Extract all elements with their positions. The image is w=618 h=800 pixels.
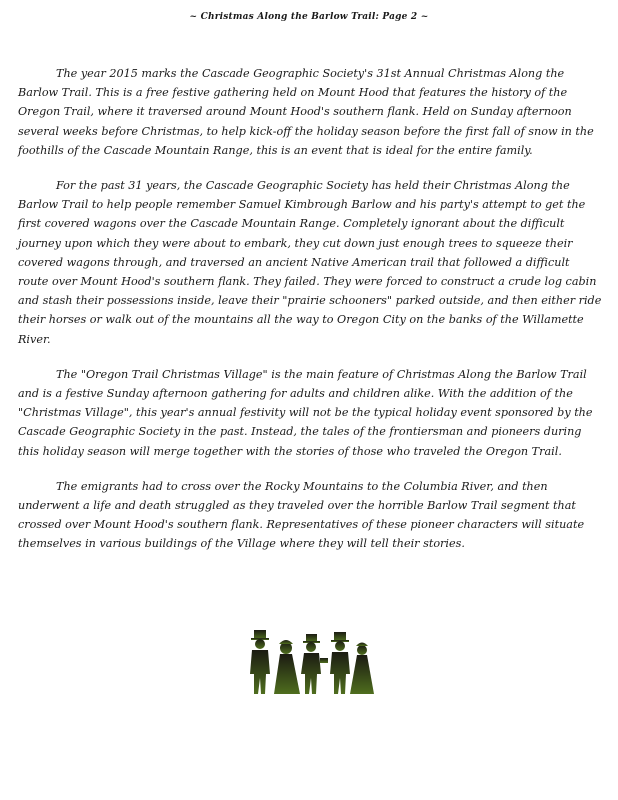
document-body bbox=[18, 64, 602, 570]
carolers-silhouette-icon bbox=[244, 628, 376, 698]
paragraph-village: The "Oregon Trail Christmas Village" is the main feature of Christmas Along the Barlow Trail and is a festive Sunday afternoon gathering for adults and children alike. With the addition of the "Christmas Village", this year's annual festivity will not be the typical holiday event sponsored by the Cascade Geographic Society in the past. Instead, the tales of the frontiersman and pioneers during this holiday season will merge together with the stories of those who traveled the Oregon Trail. bbox=[18, 367, 593, 458]
paragraph-intro: The year 2015 marks the Cascade Geographic Society's 31st Annual Christmas Along the Barlow Trail. This is a free festive gathering held on Mount Hood that features the history of the Oregon Trail, where it traversed around Mount Hood's southern flank. Held on Sunday afternoon several weeks before Christmas, to help kick-off the holiday season before the first fall of snow in the foothills of the Cascade Mountain Range, this is an event that is ideal for the entire family. bbox=[18, 67, 594, 157]
paragraph-history: For the past 31 years, the Cascade Geographic Society has held their Christmas Along the Barlow Trail to help people remember Samuel Kimbrough Barlow and his party's attempt to get the first covered wagons over the Cascade Mountain Range. Completely ignorant about the difficult journey upon which they were about to embark, they cut down just enough trees to squeeze their covered wagons through, and traversed an ancient Native American trail that followed a difficult route over Mount Hood's southern flank. They failed. They were forced to construct a crude log cabin and stash their possessions inside, leave their "prairie schooners" parked outside, and then either ride their horses or walk out of the mountains all the way to Oregon City on the banks of the Willamette River. bbox=[18, 179, 602, 346]
paragraph-emigrants: The emigrants had to cross over the Rocky Mountains to the Columbia River, and then underwent a life and death struggled as they traveled over the horrible Barlow Trail segment that crossed over Mount Hood's southern flank. Representatives of these pioneer characters will situate themselves in various buildings of the Village where they will tell their stories. bbox=[18, 479, 585, 551]
page-header: ~ Christmas Along the Barlow Trail: Page 2 ~ bbox=[189, 12, 429, 22]
